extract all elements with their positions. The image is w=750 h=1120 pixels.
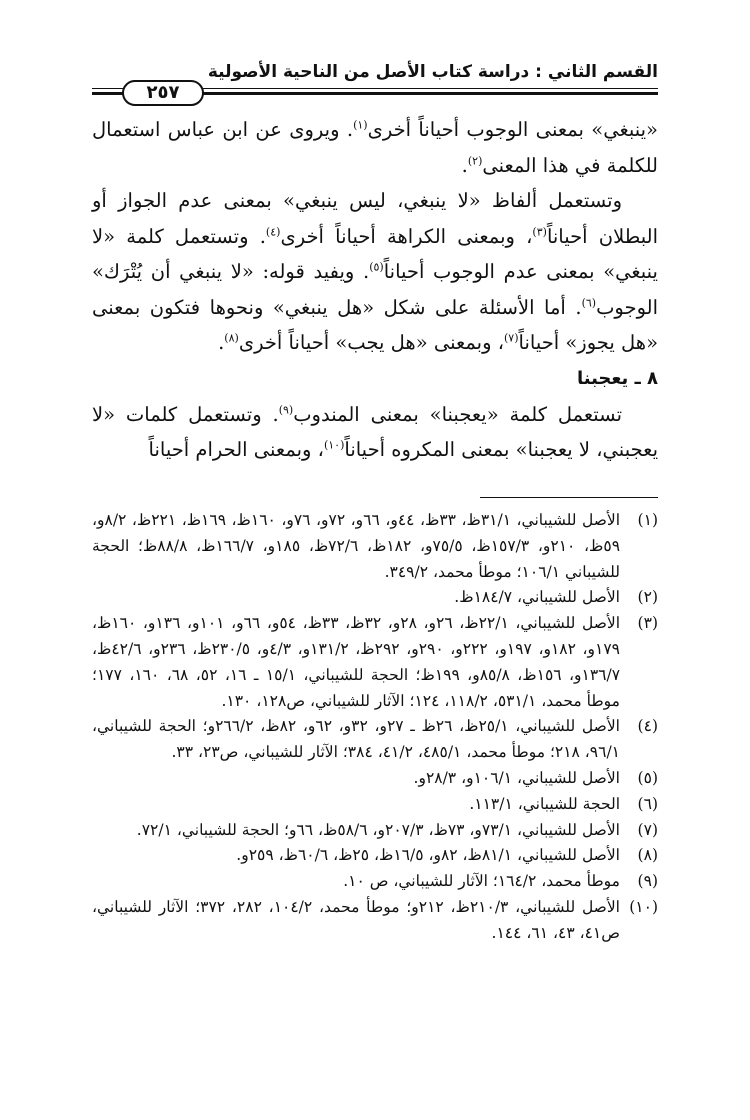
footnote-ref: (١) <box>353 118 368 132</box>
footnote-text: الحجة للشيباني، ١١٣/١. <box>469 794 620 813</box>
footnote-text: الأصل للشيباني، ٢١٠/٣ظ، ٢١٢و؛ موطأ محمد، ١٠٤/٢، ٢٨٢، ٣٧٢؛ الآثار للشيباني، ص٤١، ٤٣، ٦١، ١٤٤. <box>92 897 620 942</box>
footnote-number: (٢) <box>637 588 658 607</box>
footnote-text: الأصل للشيباني، ٣١/١ظ، ٣٣ظ، ٤٤و، ٦٦و، ٧٢و، ٧٦و، ١٦٠ظ، ١٦٩ظ، ٢٢١ظ، ٨/٢و، ٥٩ظ، ٢١٠و، ١٥٧/٣ظ، ٧٥/٥و، ١٨٢ظ، ٧٢/٦ظ، ١٨٥و، ١٦٦/٧ظ، ٨٨/٨ظ؛ الحجة للشيباني ١٠٦/١؛ موطأ محمد، ٣٤٩/٢. <box>92 511 621 581</box>
footnote-ref: (٦) <box>581 296 597 309</box>
footnote-number: (١) <box>637 511 658 529</box>
footnote-number: (١٠) <box>629 897 658 916</box>
footnote-ref: (٧) <box>504 331 519 345</box>
footnote-ref: (١٠) <box>323 438 345 452</box>
footnote <box>92 611 658 714</box>
footnote <box>92 508 658 585</box>
page-header <box>92 58 658 103</box>
running-title: القسم الثاني : دراسة كتاب الأصل من الناحية الأصولية <box>207 62 658 82</box>
footnote-text: الأصل للشيباني، ١٠٦/١و، ٢٨/٣و. <box>413 768 620 787</box>
footnote-number: (٦) <box>637 794 658 813</box>
footnote-number: (٨) <box>637 846 658 865</box>
section-heading: ٨ ـ يعجبنا <box>576 367 658 389</box>
page-number-badge: ٢٥٧ <box>122 80 204 106</box>
footnote-ref: (٣) <box>532 225 547 238</box>
footnote-text: الأصل للشيباني، ٢٢/١ظ، ٢٦و، ٢٨و، ٣٢ظ، ٣٣ظ، ٥٤و، ٦٦و، ١٠١و، ١٣٦و، ١٦٠ظ، ١٧٩و، ١٨٢و، ١٩٧و، ٢٢٢و، ٢٩٠و، ٢٩٢ظ، ١٣١/٢و، ٤/٣و، ٢٣٠/٥ظ، ٢٣٦و، ٤٢/٦ظ، ١٣٦/٧و، ١٥٦ظ، ٨٥/٨و، ١٩٩ظ؛ الحجة للشيباني، ١٥/١ ـ ١٦، ٥٢، ٦٨، ١٦٠، ١٧٧؛ موطأ محمد، ٥٣١/١، ١١٨/٢، ١٢٤؛ الآثار للشيباني، ص١٢٨، ١٣٠. <box>92 614 621 710</box>
footnote-ref: (٨) <box>224 331 239 345</box>
footnote-number: (٤) <box>637 717 658 736</box>
footnote-text: الأصل للشيباني، ٢٥/١ظ، ٢٦ظ ـ ٢٧و، ٣٢و، ٦٢و، ٨٢ظ، ٢٦٦/٢و؛ الحجة للشيباني، ٩٦/١، ٢١٨؛ موطأ محمد، ٤٨٥/١، ٤١/٢، ٣٨٤؛ الآثار للشيباني، ص٢٣، ٣٣. <box>92 717 620 762</box>
paragraph-2: وتستعمل ألفاظ «لا ينبغي، ليس ينبغي» بمعنى عدم الجواز أو البطلان أحياناً$^{(٣)}$، وبمعنى الكراهة أحياناً أخرى$^{(٤)}$. وتستعمل كلمة «لا ينبغي» بمعنى عدم الوجوب أحياناً$^{(٥)}$. ويفيد قوله: «لا ينبغي أن يُتْرَك» الوجوب$^{(٦)}$. أما الأسئلة على شكل «هل ينبغي» ونحوها فتكون بمعنى «هل يجوز» أحياناً$^{(٧)}$، وبمعنى «هل يجب» أحياناً أخرى$^{(٨)}$. <box>92 189 659 354</box>
footnote <box>92 843 658 869</box>
footnote-text: موطأ محمد، ١٦٤/٢؛ الآثار للشيباني، ص ١٠. <box>343 872 620 891</box>
paragraph-1: «ينبغي» بمعنى الوجوب أحياناً أخرى$^{(١)}$. ويروى عن ابن عباس استعمال للكلمة في هذا المعنى$^{(٢)}$. <box>92 118 658 177</box>
footnote-ref: (٤) <box>265 225 281 238</box>
footnote <box>92 585 658 611</box>
footnote <box>92 895 658 947</box>
footnote-number: (٣) <box>637 614 658 633</box>
footnote <box>92 818 658 844</box>
footnote-text: الأصل للشيباني، ١٨٤/٧ظ. <box>454 588 620 607</box>
footnote-number: (٥) <box>637 768 658 787</box>
footnote-number: (٧) <box>637 820 658 839</box>
paragraph-3: تستعمل كلمة «يعجبنا» بمعنى المندوب$^{(٩)}$. وتستعمل كلمات «لا يعجبني، لا يعجبنا» بمعنى المكروه أحياناً$^{(١٠)}$، وبمعنى الحرام أحياناً <box>92 402 658 461</box>
footnote <box>92 869 658 895</box>
footnote-ref: (٩) <box>278 403 294 416</box>
footnote-text: الأصل للشيباني، ٨١/١ظ، ٨٢و، ١٦/٥ظ، ٢٥ظ، ٦٠/٦ظ، ٢٥٩و. <box>236 846 620 865</box>
footnote-text: الأصل للشيباني، ٧٣/١و، ٧٣ظ، ٢٠٧/٣و، ٥٨/٦ظ، ٦٦و؛ الحجة للشيباني، ٧٢/١. <box>136 820 620 839</box>
footnote-divider <box>480 497 658 498</box>
footnote-number: (٩) <box>637 872 658 891</box>
footnote <box>92 714 658 766</box>
footnote-ref: (٥) <box>369 260 384 274</box>
footnote <box>92 766 658 792</box>
main-text <box>92 112 658 468</box>
footnotes-list <box>92 508 658 947</box>
footnote <box>92 792 658 818</box>
footnote-ref: (٢) <box>467 154 483 167</box>
